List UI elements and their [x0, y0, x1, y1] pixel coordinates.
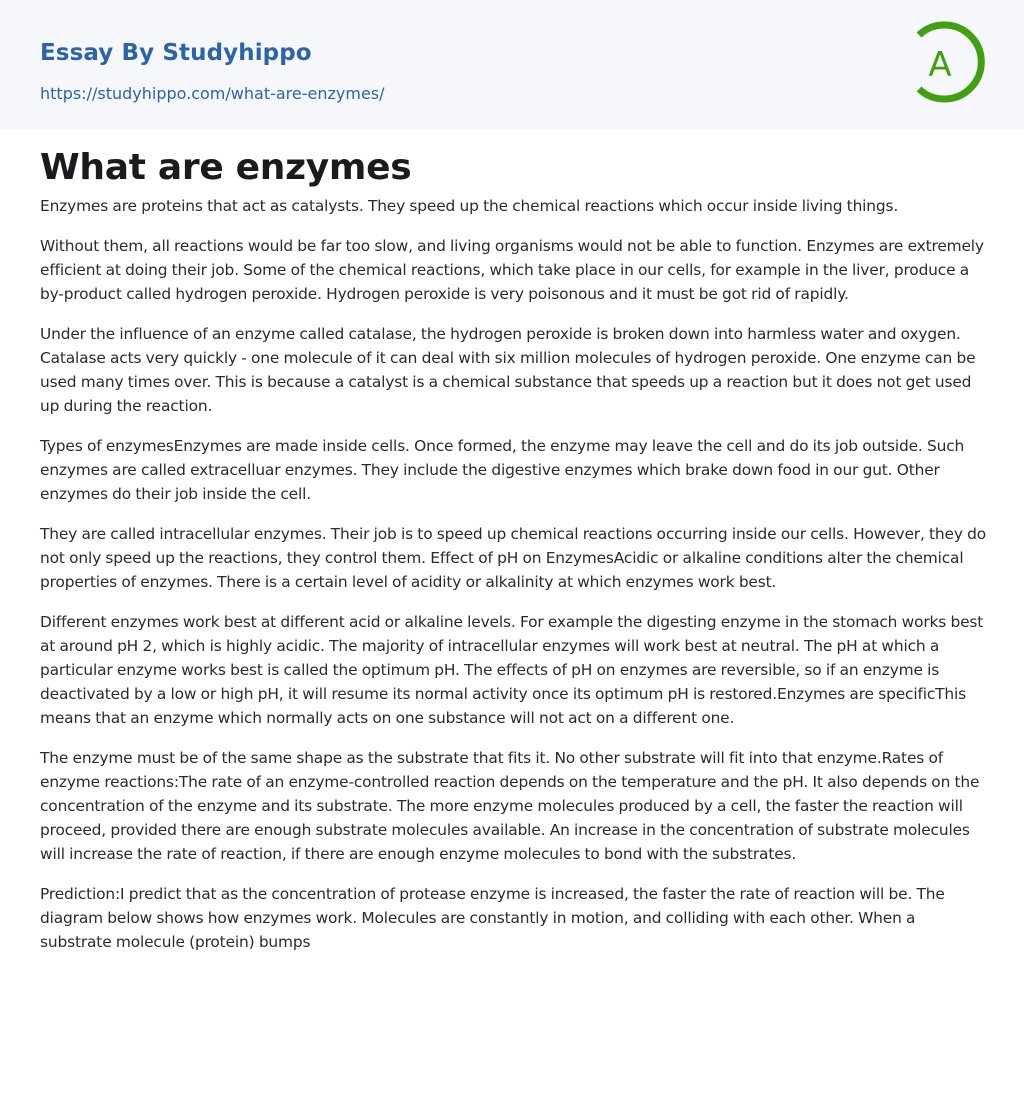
essay-paragraph: Under the influence of an enzyme called catalase, the hydrogen peroxide is broken down into harmless water and oxygen. Catalase acts very quickly - one molecule of it can deal with six million molecules of hydrogen peroxide. One enzyme can be used many times over. This is because a catalyst is a chemical substance that speeds up a reaction but it does not get used up during the reaction. — [40, 325, 976, 415]
essay-paragraph: The enzyme must be of the same shape as the substrate that fits it. No other substrate will fit into that enzyme.Rates of enzyme reactions:The rate of an enzyme-controlled reaction depends on the temperature and the pH. It also depends on the concentration of the enzyme and its substrate. The more enzyme molecules produced by a cell, the faster the reaction will proceed, provided there are enough substrate molecules available. An increase in the concentration of substrate molecules will increase the rate of reaction, if there are enough enzyme molecules to bond with the substrates. — [40, 749, 980, 863]
essay-paragraph: Types of enzymesEnzymes are made inside cells. Once formed, the enzyme may leave the cell and do its job outside. Such enzymes are called extracelluar enzymes. They include the digestive enzymes which brake down food in our gut. Other enzymes do their job inside the cell. — [40, 437, 965, 503]
essay-paragraph: Prediction:I predict that as the concentration of protease enzyme is increased, the faster the rate of reaction will be. The diagram below shows how enzymes work. Molecules are constantly in motion, and colliding with each other. When a substrate molecule (protein) bumps — [40, 885, 945, 951]
essay-paragraph: Enzymes are proteins that act as catalysts. They speed up the chemical reactions which occur inside living things. — [40, 197, 899, 215]
brand-title: Essay By Studyhippo — [40, 40, 312, 66]
essay-paragraph: Without them, all reactions would be far too slow, and living organisms would not be able to function. Enzymes are extremely efficient at doing their job. Some of the chemical reactions, which take place in our cells, for example in the liver, produce a by-product called hydrogen peroxide. Hydrogen peroxide is very poisonous and it must be got rid of rapidly. — [40, 237, 984, 303]
essay-body — [40, 194, 990, 970]
essay-paragraph: They are called intracellular enzymes. Their job is to speed up chemical reactions occurring inside our cells. However, they do not only speed up the reactions, they control them. Effect of pH on EnzymesAcidic or alkaline conditions alter the chemical properties of enzymes. There is a certain level of acidity or alkalinity at which enzymes work best. — [40, 525, 987, 591]
essay-url-link[interactable]: https://studyhippo.com/what-are-enzymes/ — [40, 84, 385, 103]
svg-text:A: A — [928, 45, 952, 85]
studyhippo-logo-icon[interactable] — [910, 18, 990, 106]
essay-paragraph: Different enzymes work best at different acid or alkaline levels. For example the digesting enzyme in the stomach works best at around pH 2, which is highly acidic. The majority of intracellular enzymes will work best at neutral. The pH at which a particular enzyme works best is called the optimum pH. The effects of pH on enzymes are reversible, so if an enzyme is deactivated by a low or high pH, it will resume its normal activity once its optimum pH is restored.Enzymes are specificThis means that an enzyme which normally acts on one substance will not act on a different one. — [40, 613, 984, 727]
page-title: What are enzymes — [40, 147, 412, 188]
